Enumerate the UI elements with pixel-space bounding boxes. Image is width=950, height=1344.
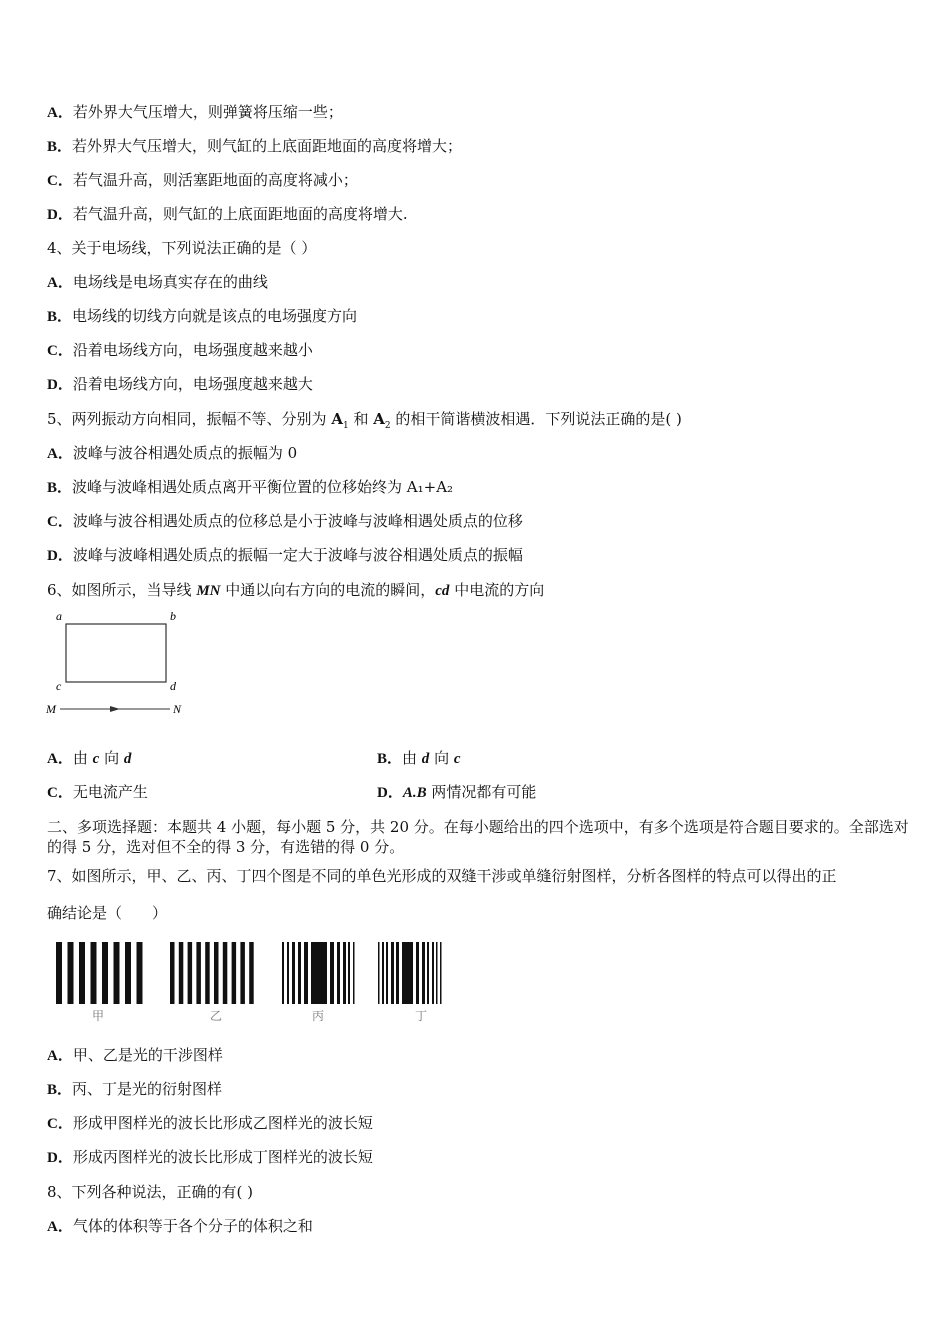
fringe-bar-ding (440, 942, 442, 1004)
q5-option-b: B．波峰与波峰相遇处质点离开平衡位置的位移始终为 A₁+A₂ (47, 478, 454, 496)
fringe-bar-yi (232, 942, 237, 1004)
q3-option-b: B．若外界大气压增大，则气缸的上底面距地面的高度将增大； (47, 137, 463, 155)
q5-stem: 5、两列振动方向相同，振幅不等、分别为 $A_1$ 和 $A_2$ 的相干简谐横波相遇．下列说法正确的是( ) (47, 410, 682, 431)
fringe-bar-jia (79, 942, 85, 1004)
fringe-bar-yi (223, 942, 228, 1004)
fringe-bar-yi (205, 942, 210, 1004)
fringe-label-jia: 甲 (92, 1009, 105, 1023)
fringe-bar-bing (311, 942, 327, 1004)
fringe-bar-yi (249, 942, 254, 1004)
fringe-label-bing: 丙 (312, 1009, 325, 1023)
fringe-bar-ding (382, 942, 384, 1004)
fringe-bar-yi (170, 942, 175, 1004)
q4-stem: 4、关于电场线，下列说法正确的是（ ） (47, 239, 317, 257)
fringe-bar-bing (348, 942, 350, 1004)
fringe-bar-bing (330, 942, 334, 1004)
fringe-bar-ding (436, 942, 438, 1004)
fringe-bar-ding (396, 942, 399, 1004)
q6-option-d: D．A.B 两情况都有可能 (377, 783, 537, 801)
q7-option-d: D．形成丙图样光的波长比形成丁图样光的波长短 (47, 1148, 373, 1166)
label-N: N (173, 702, 182, 716)
q7-option-b: B．丙、丁是光的衍射图样 (47, 1080, 223, 1098)
fringe-bar-bing (337, 942, 340, 1004)
fringe-bar-jia (137, 942, 143, 1004)
q8-option-a: A．气体的体积等于各个分子的体积之和 (47, 1217, 313, 1235)
q4-option-a: A．电场线是电场真实存在的曲线 (47, 273, 268, 291)
q7-fringe-figure (50, 940, 450, 1030)
fringe-bar-bing (282, 942, 284, 1004)
q6-option-a: A．由 c 向 d (47, 749, 132, 767)
fringe-bar-ding (391, 942, 394, 1004)
fringe-bar-ding (416, 942, 419, 1004)
label-c: c (56, 679, 62, 693)
fringe-bar-bing (287, 942, 289, 1004)
fringe-bar-jia (125, 942, 131, 1004)
fringe-bar-jia (114, 942, 120, 1004)
fringe-bar-ding (378, 942, 380, 1004)
q6-option-b: B．由 d 向 c (377, 749, 461, 767)
label-b: b (170, 609, 176, 623)
fringe-bar-yi (179, 942, 184, 1004)
label-a: a (56, 609, 62, 623)
q6-option-c: C．无电流产生 (47, 783, 148, 801)
fringe-bar-jia (56, 942, 62, 1004)
q7-stem-line1: 7、如图所示，甲、乙、丙、丁四个图是不同的单色光形成的双缝干涉或单缝衍射图样，分析各图样的特点可以得出的正 (47, 867, 837, 885)
fringe-bar-ding (432, 942, 434, 1004)
q4-option-b: B．电场线的切线方向就是该点的电场强度方向 (47, 307, 358, 325)
fringe-bar-bing (353, 942, 355, 1004)
fringe-label-ding: 丁 (415, 1009, 428, 1023)
q4-option-d: D．沿着电场线方向，电场强度越来越大 (47, 375, 313, 393)
label-d: d (170, 679, 176, 693)
q7-option-c: C．形成甲图样光的波长比形成乙图样光的波长短 (47, 1114, 373, 1132)
fringe-bar-jia (68, 942, 74, 1004)
fringe-bar-jia (91, 942, 97, 1004)
q5-option-c: C．波峰与波谷相遇处质点的位移总是小于波峰与波峰相遇处质点的位移 (47, 512, 523, 530)
q5-option-d: D．波峰与波峰相遇处质点的振幅一定大于波峰与波谷相遇处质点的振幅 (47, 546, 523, 564)
q6-stem: 6、如图所示，当导线 MN 中通以向右方向的电流的瞬间，cd 中电流的方向 (47, 581, 545, 599)
q8-stem: 8、下列各种说法，正确的有( ) (47, 1183, 254, 1201)
fringe-bar-ding (402, 942, 413, 1004)
fringe-bar-ding (422, 942, 425, 1004)
q5-option-a: A．波峰与波谷相遇处质点的振幅为 0 (47, 444, 298, 462)
fringe-patterns (50, 940, 450, 1006)
fringe-bar-yi (240, 942, 245, 1004)
fringe-label-yi: 乙 (210, 1009, 223, 1023)
label-M: M (46, 702, 56, 716)
fringe-bar-yi (196, 942, 201, 1004)
fringe-bar-ding (386, 942, 388, 1004)
q7-option-a: A．甲、乙是光的干涉图样 (47, 1046, 223, 1064)
current-arrow-icon (110, 706, 120, 712)
q3-option-c: C．若气温升高，则活塞距地面的高度将减小； (47, 171, 358, 189)
fringe-bar-bing (298, 942, 301, 1004)
q3-option-d: D．若气温升高，则气缸的上底面距地面的高度将增大. (47, 205, 408, 223)
fringe-bar-yi (188, 942, 193, 1004)
fringe-bar-bing (304, 942, 308, 1004)
q6-circuit-figure (40, 606, 200, 722)
q7-stem-line2: 确结论是（ ） (47, 904, 168, 922)
fringe-bar-bing (343, 942, 346, 1004)
section2-instructions: 二、多项选择题：本题共 4 小题，每小题 5 分，共 20 分。在每小题给出的四个选项中，有多个选项是符合题目要求的。全部选对的得 5 分，选对但不全的得 3 分，有选错的得 0 分。 (47, 818, 909, 856)
q4-option-c: C．沿着电场线方向，电场强度越来越小 (47, 341, 313, 359)
fringe-bar-yi (214, 942, 219, 1004)
fringe-bar-ding (427, 942, 429, 1004)
q3-option-a: A．若外界大气压增大，则弹簧将压缩一些； (47, 103, 343, 121)
fringe-bar-jia (102, 942, 108, 1004)
coil-rectangle (66, 624, 166, 682)
fringe-bar-bing (292, 942, 295, 1004)
